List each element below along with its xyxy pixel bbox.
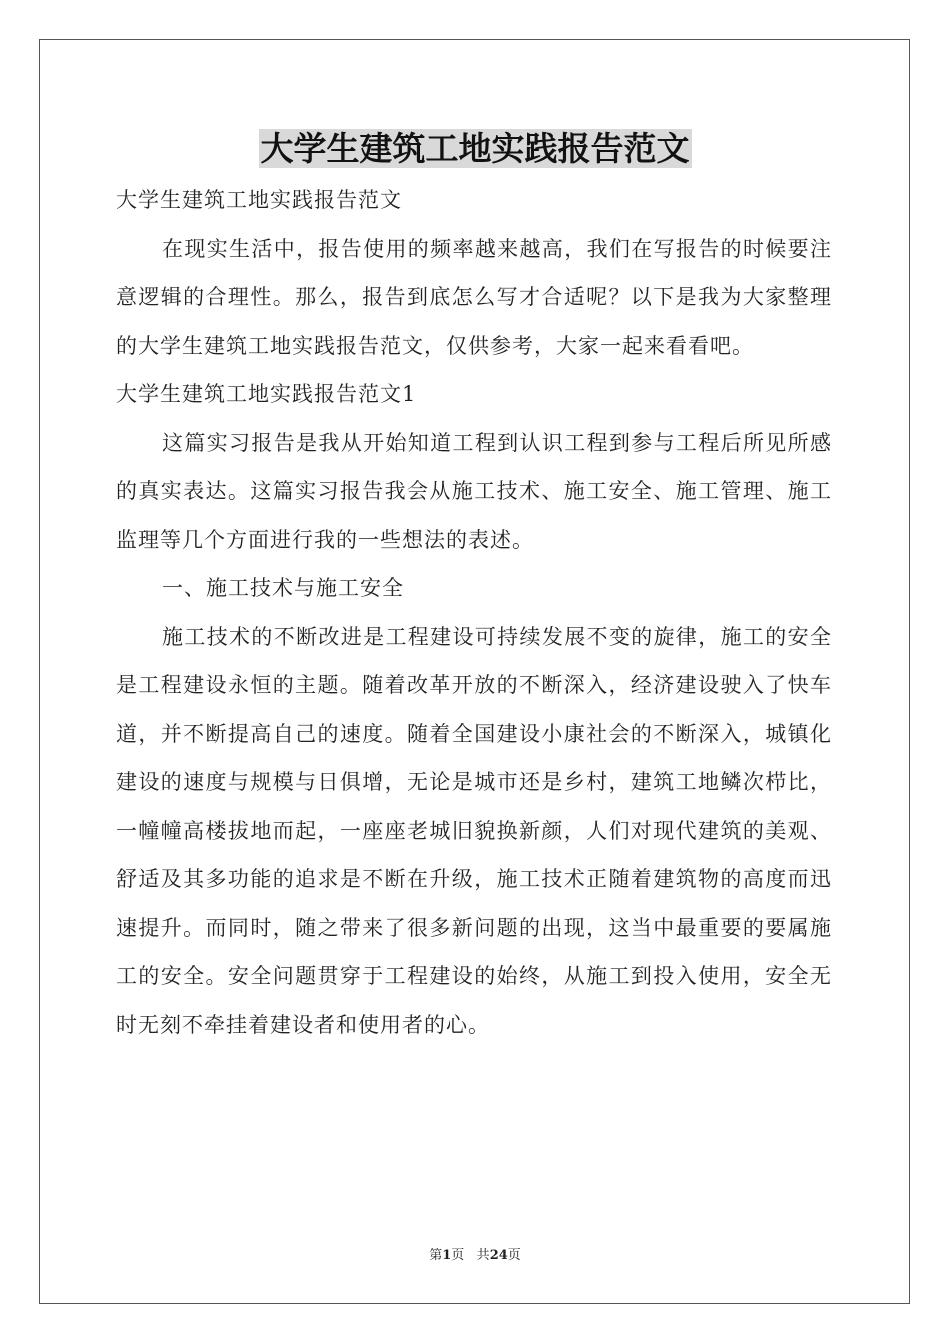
section-heading: 大学生建筑工地实践报告范文1 — [116, 382, 417, 406]
page-suffix: 页 — [451, 1248, 465, 1263]
subsection-heading: 一、施工技术与施工安全 — [162, 576, 404, 600]
page-footer — [0, 1246, 950, 1266]
intro-paragraph: 在现实生活中，报告使用的频率越来越高，我们在写报告的时候要注意逻辑的合理性。那么，报告到底怎么写才合适呢？以下是我为大家整理的大学生建筑工地实践报告范文，仅供参考，大家一起来看看吧。 — [116, 236, 832, 358]
body-paragraph: 施工技术的不断改进是工程建设可持续发展不变的旋律，施工的安全是工程建设永恒的主题。随着改革开放的不断深入，经济建设驶入了快车道，并不断提高自己的速度。随着全国建设小康社会的不断深入，城镇化建设的速度与规模与日俱增，无论是城市还是乡村，建筑工地鳞次栉比，一幢幢高楼拔地而起，一座座老城旧貌换新颜，人们对现代建筑的美观、舒适及其多功能的追求是不断在升级，施工技术正随着建筑物的高度而迅速提升。而同时，随之带来了很多新问题的出现，这当中最重要的要属施工的安全。安全问题贯穿于工程建设的始终，从施工到投入使用，安全无时无刻不牵挂着建设者和使用者的心。 — [116, 624, 832, 1037]
subtitle-paragraph: 大学生建筑工地实践报告范文 — [116, 188, 402, 212]
document-body — [116, 176, 832, 1049]
page-number: 1 — [442, 1248, 452, 1263]
document-title-text: 大学生建筑工地实践报告范文 — [260, 129, 690, 168]
total-suffix: 页 — [507, 1248, 521, 1263]
body-paragraph: 这篇实习报告是我从开始知道工程到认识工程到参与工程后所见所感的真实表达。这篇实习报告我会从施工技术、施工安全、施工管理、施工监理等几个方面进行我的一些想法的表述。 — [116, 430, 832, 552]
total-pages: 24 — [489, 1248, 508, 1263]
page-prefix: 第 — [429, 1248, 443, 1263]
document-title — [0, 124, 950, 174]
total-prefix: 共 — [476, 1248, 490, 1263]
